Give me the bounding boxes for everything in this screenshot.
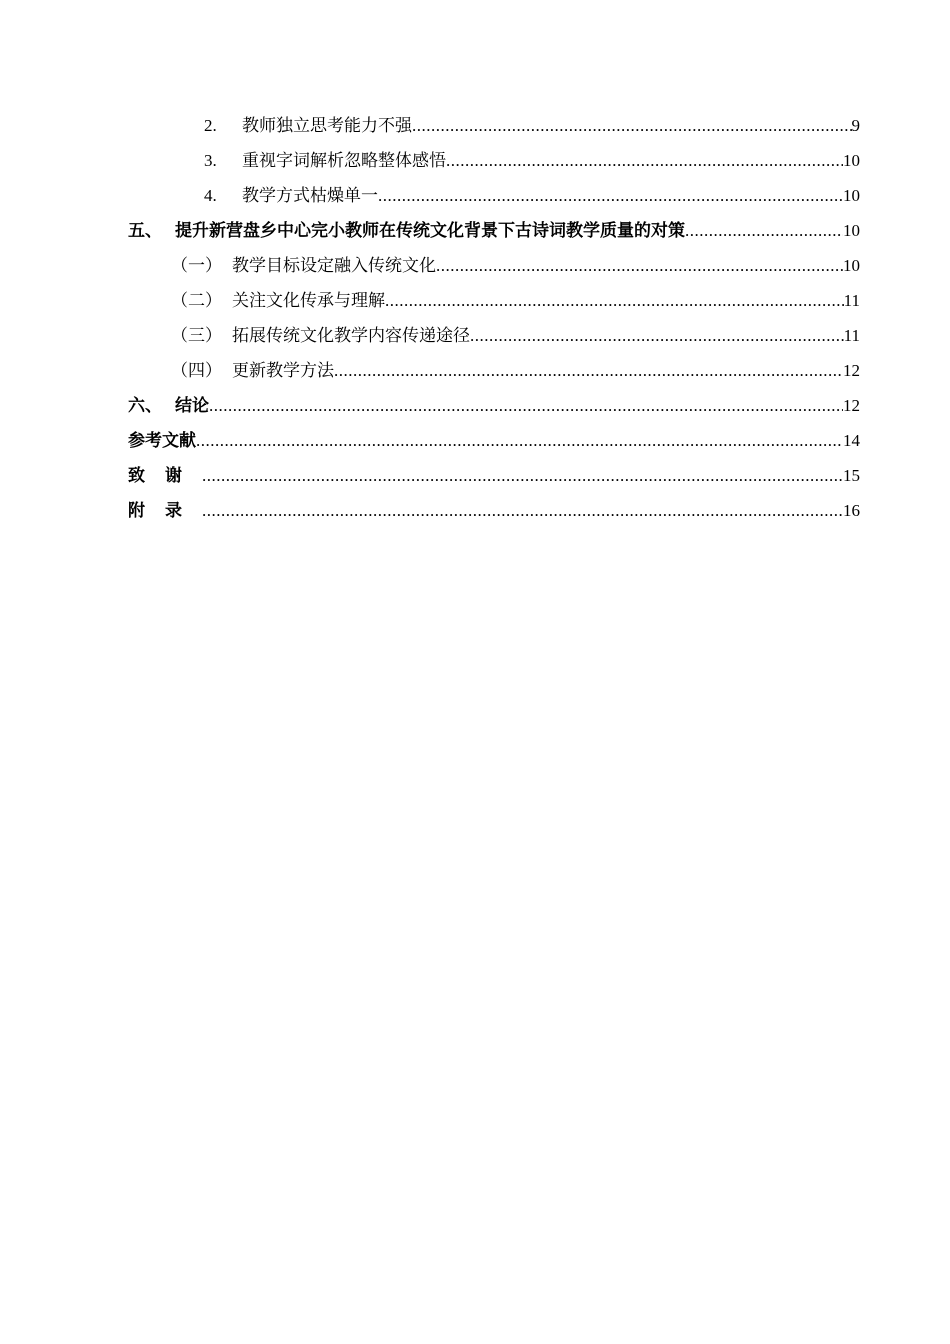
toc-entry-title: 关注文化传承与理解 [232, 291, 385, 310]
toc-entry-page: 10 [843, 221, 860, 240]
toc-entry-title: 附录 [128, 501, 202, 520]
dot-leader [209, 390, 843, 422]
toc-entry[interactable] [128, 110, 860, 145]
dot-leader [378, 180, 843, 212]
table-of-contents [128, 110, 860, 530]
toc-entry[interactable] [128, 460, 860, 495]
toc-entry-title: 结论 [175, 396, 209, 415]
toc-entry-page: 10 [843, 151, 860, 170]
toc-entry-page: 9 [851, 116, 860, 135]
toc-entry-page: 14 [843, 431, 860, 450]
toc-entry-page: 12 [843, 396, 860, 415]
toc-entry[interactable] [128, 390, 860, 425]
toc-entry-page: 11 [843, 291, 860, 310]
toc-entry-number: 4. [204, 186, 217, 205]
dot-leader [436, 250, 843, 282]
toc-entry[interactable] [128, 215, 860, 250]
toc-entry-number: （四） [171, 361, 222, 380]
toc-entry-number: （三） [171, 326, 222, 345]
dot-leader [202, 495, 843, 527]
toc-entry-number: 五、 [128, 221, 162, 240]
toc-entry-page: 12 [843, 361, 860, 380]
dot-leader [446, 145, 843, 177]
toc-entry[interactable] [128, 145, 860, 180]
toc-entry-page: 10 [843, 186, 860, 205]
toc-entry-number: （二） [171, 291, 222, 310]
toc-entry[interactable] [128, 495, 860, 530]
toc-entry-number: （一） [171, 256, 222, 275]
dot-leader [470, 320, 844, 352]
toc-entry[interactable] [128, 355, 860, 390]
toc-entry[interactable] [128, 285, 860, 320]
toc-entry-page: 10 [843, 256, 860, 275]
toc-entry-page: 15 [843, 466, 860, 485]
toc-entry-title: 重视字词解析忽略整体感悟 [242, 151, 446, 170]
toc-entry[interactable] [128, 180, 860, 215]
dot-leader [412, 110, 852, 142]
toc-entry-title: 参考文献 [128, 431, 196, 450]
toc-entry-title: 教学目标设定融入传统文化 [232, 256, 436, 275]
toc-entry-number: 2. [204, 116, 217, 135]
toc-entry-title: 教师独立思考能力不强 [242, 116, 412, 135]
toc-entry-title: 教学方式枯燥单一 [242, 186, 378, 205]
dot-leader [685, 215, 843, 247]
dot-leader [385, 285, 844, 317]
toc-entry-title: 拓展传统文化教学内容传递途径 [232, 326, 470, 345]
toc-entry[interactable] [128, 250, 860, 285]
toc-entry-number: 3. [204, 151, 217, 170]
toc-entry-page: 11 [843, 326, 860, 345]
toc-entry-title: 更新教学方法 [232, 361, 334, 380]
dot-leader [196, 425, 843, 457]
toc-entry-number: 六、 [128, 396, 162, 415]
toc-entry-page: 16 [843, 501, 860, 520]
toc-entry[interactable] [128, 320, 860, 355]
toc-entry[interactable] [128, 425, 860, 460]
dot-leader [202, 460, 843, 492]
toc-entry-title: 致谢 [128, 466, 202, 485]
dot-leader [334, 355, 843, 387]
toc-entry-title: 提升新营盘乡中心完小教师在传统文化背景下古诗词教学质量的对策 [175, 221, 685, 240]
